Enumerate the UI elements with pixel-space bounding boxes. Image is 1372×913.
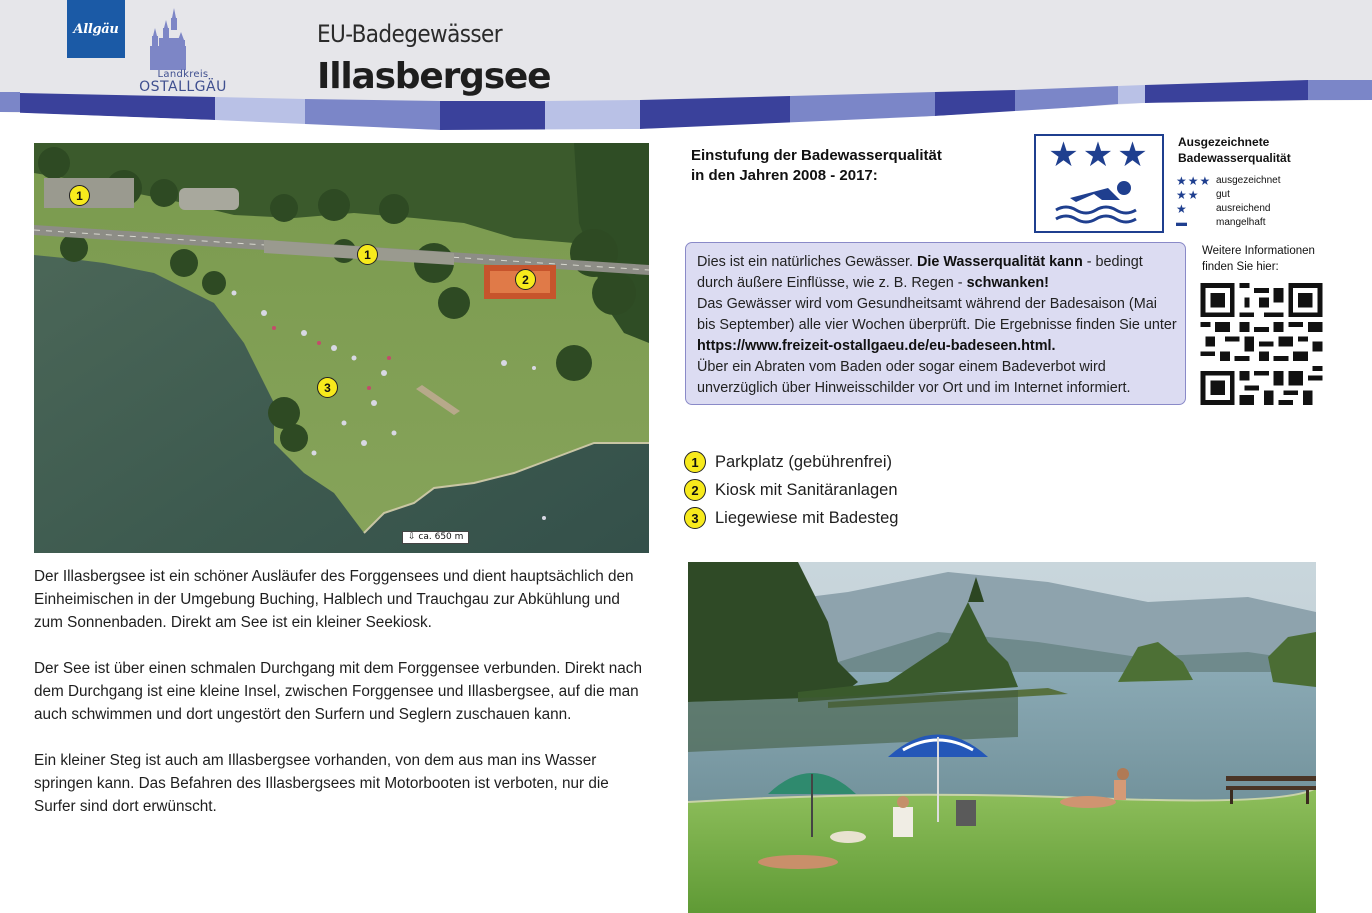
poi-label: Liegewiese mit Badesteg [715, 508, 899, 527]
poi-item-parking [684, 448, 898, 476]
rating-heading: Einstufung der Badewasserqualität in den Jahren 2008 - 2017: [691, 147, 942, 184]
aerial-illustration [34, 143, 649, 553]
more-info-label: Weitere Informationen finden Sie hier: [1202, 245, 1315, 273]
rating-badge [1034, 134, 1164, 233]
results-link[interactable]: https://www.freizeit-ostallgaeu.de/eu-badeseen.html. [697, 338, 1056, 354]
allgaeu-logo: Allgäu [67, 0, 125, 58]
legend-title: Ausgezeichnete Badewasserqualität [1178, 135, 1291, 165]
water-quality-info: Dies ist ein natürliches Gewässer. Die Wasserqualität kann - bedingt durch äußere Einflüsse, wie z. B. Regen - schwanken! Das Gewässer wird vom Gesundheitsamt während der Badesaison (Mai bis September) alle vier Wochen überprüft. Die Ergebnisse finden Sie unter https://www.freizeit-ostallgaeu.de/eu-badeseen.html. Über ein Abraten vom Baden oder sogar einem Badeverbot wird unverzüglich über Hinweisschilder vor Ort und im Internet informiert. [685, 242, 1186, 405]
map-marker-kiosk: 2 [515, 269, 536, 290]
poi-number: 1 [684, 451, 706, 473]
map-marker-meadow: 3 [317, 377, 338, 398]
district-label-small: Landkreis [157, 69, 209, 80]
castle-icon [145, 6, 191, 72]
swimmer-icon [1036, 174, 1162, 232]
map-marker-parking: 1 [357, 244, 378, 265]
poi-number: 2 [684, 479, 706, 501]
star-icon: ★★★ [1176, 174, 1212, 188]
page-subtitle: EU-Badegewässer [317, 20, 502, 48]
description-paragraph: Der Illasbergsee ist ein schöner Ausläufer des Forggensees und dient hauptsächlich den Einheimischen in der Umgebung Buching, Halblech und Trauchgau zur Abkühlung und zum Sonnenbaden. Direkt am See ist ein kleiner Seekiosk. [34, 568, 634, 631]
poi-item-kiosk [684, 476, 898, 504]
poi-legend [684, 448, 898, 532]
description-paragraph: Der See ist über einen schmalen Durchgang mit dem Forggensee verbunden. Direkt nach dem Durchgang ist eine kleine Insel, zwischen Forggensee und Illasbergsee, auf die man auch schwimmen und dort ungestört den Surfern und Seglern zuschauen kann. [34, 660, 642, 723]
map-marker-parking: 1 [69, 185, 90, 206]
lake-photo [688, 562, 1316, 913]
aerial-photo [34, 143, 649, 553]
header-wave-band [0, 0, 1372, 135]
lake-scene-illustration [688, 562, 1316, 913]
poi-item-meadow [684, 504, 898, 532]
poi-number: 3 [684, 507, 706, 529]
description [34, 565, 646, 841]
header [0, 0, 1372, 135]
star-icon: ★★ [1176, 188, 1200, 202]
map-scale-label: ⇩ ca. 650 m [402, 531, 469, 544]
poi-label: Kiosk mit Sanitäranlagen [715, 480, 898, 499]
rating-stars: ★★★ [1048, 135, 1152, 175]
district-label: OSTALLGÄU [139, 79, 227, 95]
star-icon: ★ [1176, 202, 1188, 216]
qr-code-icon[interactable] [1200, 283, 1323, 405]
description-paragraph: Ein kleiner Steg ist auch am Illasbergsee vorhanden, von dem aus man ins Wasser springen kann. Das Befahren des Illasbergsees mit Motorbooten ist verboten, nur die Surfer sind dort erwünscht. [34, 752, 609, 815]
dash-icon: ▬ [1176, 217, 1188, 229]
poi-label: Parkplatz (gebührenfrei) [715, 452, 893, 471]
page-title: Illasbergsee [317, 56, 551, 97]
